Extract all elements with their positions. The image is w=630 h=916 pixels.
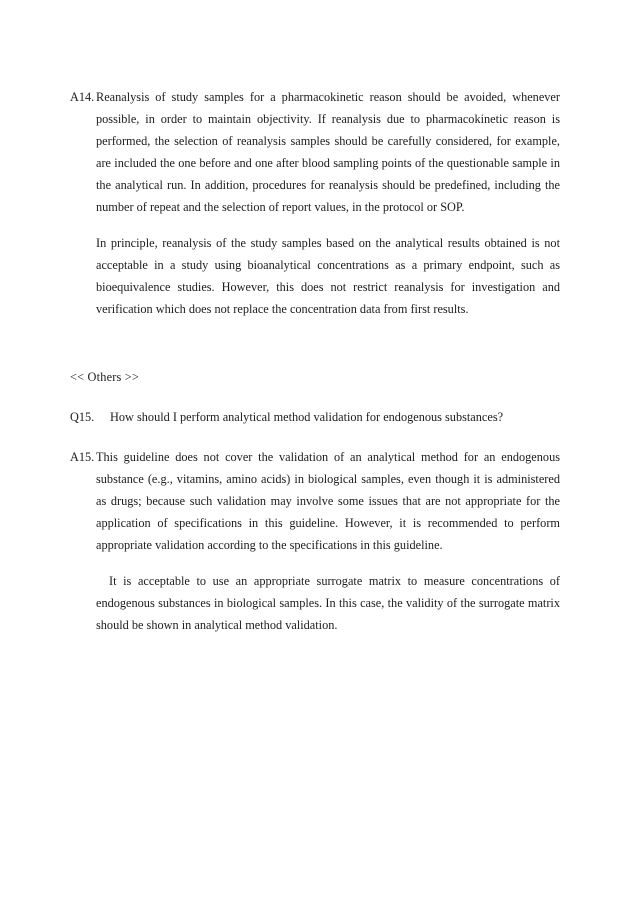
answer-a14-paragraph-2: In principle, reanalysis of the study samples based on the analytical results obtained is not acceptable in a study using bioanalytical concentrations as a primary endpoint, such as bioequivalence studies. However, this does not restrict reanalysis for investigation and verification which does not replace the concentration data from first results. (96, 236, 560, 316)
answer-block-a14 (70, 86, 560, 218)
section-heading-others: << Others >> (70, 370, 140, 384)
section-spacer (70, 320, 560, 366)
answer-label-a15: A15. (70, 450, 95, 464)
answer-a14-paragraph-1: Reanalysis of study samples for a pharmacokinetic reason should be avoided, whenever possible, in order to maintain objectivity. If reanalysis due to pharmacokinetic reason is performed, the selection of reanalysis samples should be carefully considered, for example, are included the one before and one after blood sampling points of the questionable sample in the analytical run. In addition, procedures for reanalysis should be predefined, including the number of repeat and the selection of report values, in the protocol or SOP. (96, 90, 560, 214)
paragraph-spacer (70, 218, 560, 232)
question-spacer (70, 428, 560, 446)
answer-block-a15 (70, 446, 560, 556)
paragraph-spacer-2 (70, 556, 560, 570)
answer-a15-paragraph-2: It is acceptable to use an appropriate surrogate matrix to measure concentrations of endogenous substances in biological samples. In this case, the validity of the surrogate matrix should be shown in analytical method validation. (96, 574, 560, 632)
heading-spacer (70, 388, 560, 406)
question-block-q15 (70, 406, 560, 428)
answer-a15-paragraph-1: This guideline does not cover the validation of an analytical method for an endogenous substance (e.g., vitamins, amino acids) in biological samples, even though it is administered as drugs; because such validation may involve some issues that are not appropriate for the application of specifications in this guideline. However, it is recommended to perform appropriate validation according to the specifications in this guideline. (96, 450, 560, 552)
question-q15-text: How should I perform analytical method validation for endogenous substances? (110, 410, 504, 424)
document-content (70, 86, 560, 636)
answer-label-a14: A14. (70, 90, 95, 104)
question-label-q15: Q15. (70, 410, 95, 424)
